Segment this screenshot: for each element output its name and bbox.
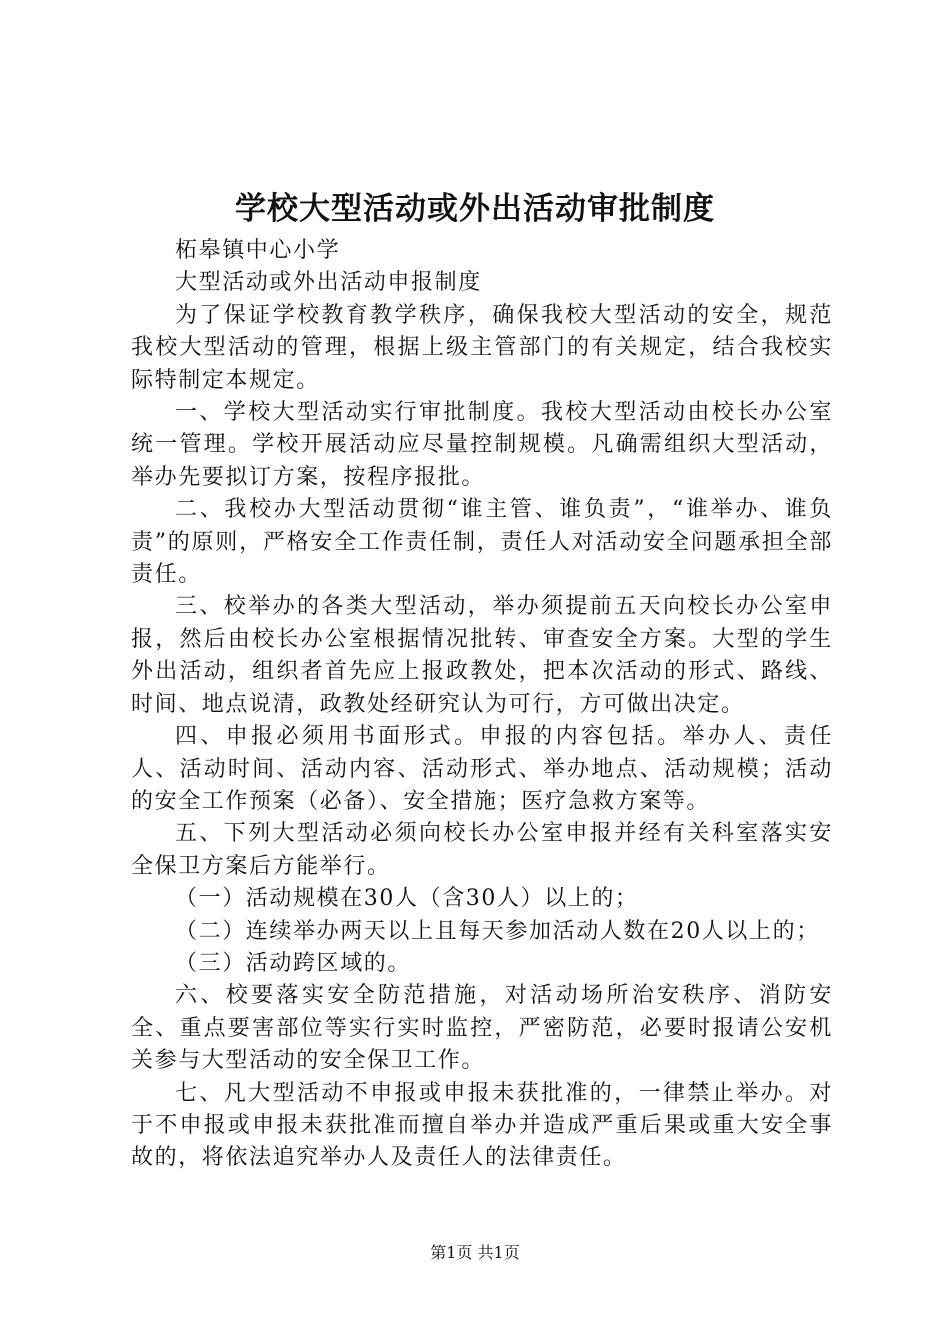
- paragraph-rule-5-item-3: （三）活动跨区域的。: [175, 950, 412, 976]
- school-name: 柘皋镇中心小学: [175, 238, 341, 263]
- page-footer: 第1页 共1页: [430, 1243, 520, 1262]
- paragraph-rule-4: 四、申报必须用书面形式。申报的内容包括。举办人、责任人、活动时间、活动内容、活动形式、举办地点、活动规模；活动的安全工作预案（必备）、安全措施；医疗急救方案等。: [131, 724, 833, 814]
- paragraph-rule-5-item-1: （一）活动规模在30人（含30人）以上的；: [175, 886, 639, 912]
- document-subtitle: 大型活动或外出活动申报制度: [175, 270, 482, 296]
- paragraph-rule-5-item-2: （二）连续举办两天以上且每天参加活动人数在20人以上的；: [175, 918, 820, 944]
- paragraph-rule-2: 二、我校办大型活动贯彻“谁主管、谁负责”，“谁举办、谁负责”的原则，严格安全工作责任制，责任人对活动安全问题承担全部责任。: [131, 497, 833, 588]
- document-body: [131, 235, 833, 1175]
- paragraph-rule-6: 六、校要落实安全防范措施，对活动场所治安秩序、消防安全、重点要害部位等实行实时监控，严密防范，必要时报请公安机关参与大型活动的安全保卫工作。: [131, 983, 833, 1074]
- paragraph-rule-7: 七、凡大型活动不申报或申报未获批准的，一律禁止举办。对于不申报或申报未获批准而擅自举办并造成严重后果或重大安全事故的，将依法追究举办人及责任人的法律责任。: [131, 1080, 833, 1171]
- paragraph-intro: 为了保证学校教育教学秩序，确保我校大型活动的安全，规范我校大型活动的管理，根据上级主管部门的有关规定，结合我校实际特制定本规定。: [131, 302, 833, 393]
- document-title: 学校大型活动或外出活动审批制度: [235, 191, 715, 227]
- paragraph-rule-3: 三、校举办的各类大型活动，举办须提前五天向校长办公室申报，然后由校长办公室根据情况批转、审查安全方案。大型的学生外出活动，组织者首先应上报政教处，把本次活动的形式、路线、时间、地点说清，政教处经研究认为可行，方可做出决定。: [131, 594, 833, 717]
- paragraph-rule-1: 一、学校大型活动实行审批制度。我校大型活动由校长办公室统一管理。学校开展活动应尽量控制规模。凡确需组织大型活动，举办先要拟订方案，按程序报批。: [131, 400, 833, 490]
- paragraph-rule-5: 五、下列大型活动必须向校长办公室申报并经有关科室落实安全保卫方案后方能举行。: [131, 821, 833, 879]
